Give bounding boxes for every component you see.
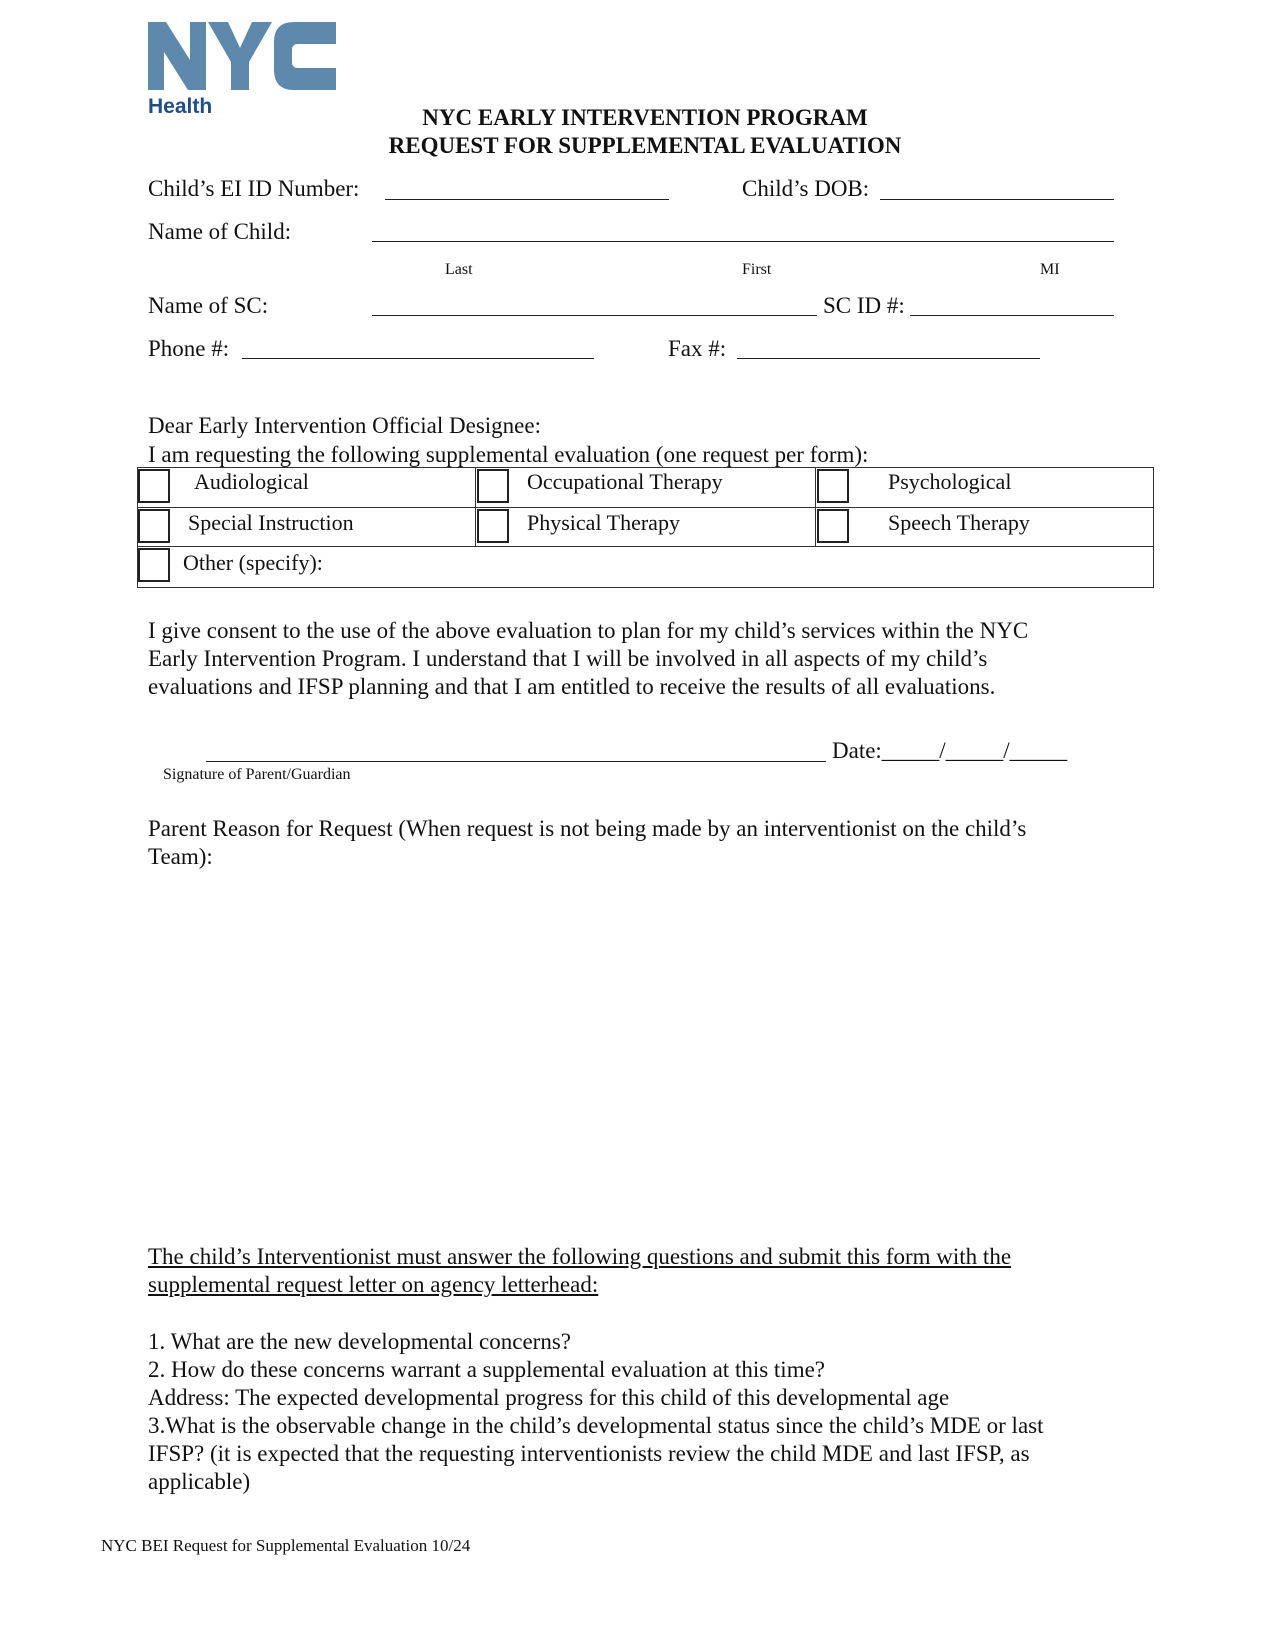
question-1: 1. What are the new developmental concerns?: [148, 1329, 571, 1354]
parent-reason-answer-area[interactable]: [148, 880, 1114, 1210]
occupational-therapy-checkbox[interactable]: [477, 469, 509, 503]
physical-therapy-checkbox[interactable]: [477, 509, 509, 543]
occupational-therapy-label: Occupational Therapy: [527, 469, 723, 494]
logo-health-text: Health: [148, 95, 213, 118]
other-checkbox[interactable]: [138, 548, 170, 582]
question-2-address: Address: The expected developmental progress for this child of this developmental age: [148, 1385, 950, 1410]
request-intro: I am requesting the following supplemental evaluation (one request per form):: [148, 442, 869, 467]
question-3-line-1: 3.What is the observable change in the child’s developmental status since the child’s MDE or last: [148, 1413, 1044, 1438]
grid-row-divider-2: [137, 546, 1154, 547]
ei-id-label: Child’s EI ID Number:: [148, 176, 360, 201]
physical-therapy-label: Physical Therapy: [527, 510, 680, 535]
phone-field[interactable]: [242, 358, 594, 359]
name-first-caption: First: [742, 261, 772, 278]
dob-field[interactable]: [880, 199, 1114, 200]
question-3-line-2: IFSP? (it is expected that the requesting interventionists review the child MDE and last IFSP, as: [148, 1441, 1030, 1466]
sc-name-label: Name of SC:: [148, 293, 269, 318]
phone-label: Phone #:: [148, 336, 230, 361]
child-name-field[interactable]: [372, 241, 1114, 242]
signature-caption: Signature of Parent/Guardian: [163, 766, 351, 783]
parent-reason-line-1: Parent Reason for Request (When request is not being made by an interventionist on the child’s: [148, 816, 1027, 841]
title-line-1: NYC EARLY INTERVENTION PROGRAM: [422, 105, 868, 130]
salutation: Dear Early Intervention Official Designee:: [148, 413, 541, 438]
interventionist-heading-line-2: supplemental request letter on agency letterhead:: [148, 1272, 599, 1297]
sc-id-field[interactable]: [910, 315, 1114, 316]
title-line-2: REQUEST FOR SUPPLEMENTAL EVALUATION: [388, 133, 902, 158]
question-3-line-3: applicable): [148, 1469, 251, 1494]
fax-label: Fax #:: [668, 336, 727, 361]
sc-id-label: SC ID #:: [823, 293, 905, 318]
fax-field[interactable]: [737, 358, 1040, 359]
consent-line-1: I give consent to the use of the above evaluation to plan for my child’s services within the NYC: [148, 618, 1029, 643]
grid-row-divider-1: [137, 507, 1154, 508]
date-field[interactable]: Date:_____/_____/_____: [832, 738, 1068, 763]
speech-therapy-label: Speech Therapy: [888, 510, 1030, 535]
footer-text: NYC BEI Request for Supplemental Evaluation 10/24: [101, 1536, 471, 1555]
child-name-label: Name of Child:: [148, 219, 292, 244]
consent-line-3: evaluations and IFSP planning and that I am entitled to receive the results of all evaluations.: [148, 674, 996, 699]
name-last-caption: Last: [445, 261, 473, 278]
parent-reason-line-2: Team):: [148, 844, 213, 869]
dob-label: Child’s DOB:: [742, 176, 870, 201]
psychological-checkbox[interactable]: [817, 469, 849, 503]
signature-field[interactable]: [206, 761, 826, 762]
special-instruction-checkbox[interactable]: [138, 509, 170, 543]
sc-name-field[interactable]: [372, 315, 817, 316]
psychological-label: Psychological: [888, 469, 1012, 494]
grid-col-divider-1: [475, 467, 476, 546]
ei-id-field[interactable]: [385, 199, 669, 200]
question-2: 2. How do these concerns warrant a supplemental evaluation at this time?: [148, 1357, 826, 1382]
nyc-logo-icon: [148, 22, 336, 90]
special-instruction-label: Special Instruction: [188, 510, 354, 535]
audiological-label: Audiological: [194, 469, 309, 494]
other-specify-label: Other (specify):: [183, 550, 323, 575]
speech-therapy-checkbox[interactable]: [817, 509, 849, 543]
interventionist-heading-line-1: The child’s Interventionist must answer the following questions and submit this form with the: [148, 1244, 1012, 1269]
consent-line-2: Early Intervention Program. I understand that I will be involved in all aspects of my child’s: [148, 646, 988, 671]
name-mi-caption: MI: [1040, 261, 1060, 278]
audiological-checkbox[interactable]: [138, 469, 170, 503]
grid-col-divider-2: [815, 467, 816, 546]
